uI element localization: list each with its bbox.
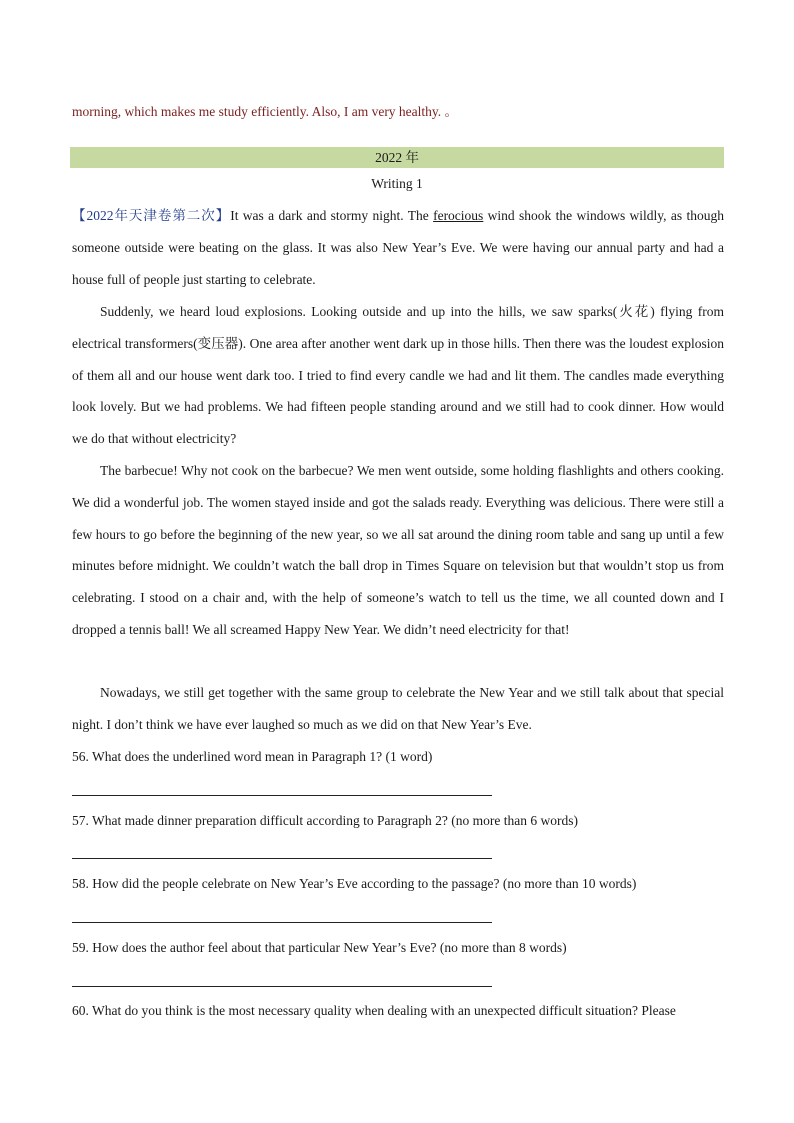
paragraph-3-text: The barbecue! Why not cook on the barbecue? We men went outside, some holding flashlights and others cooking. We did a wonderful job. The women stayed inside and got the salads ready. Everything was delicious. There were still a few hours to go before the beginning of the new year, so we all sat around the dining room table and sang up until a few minutes before midnight. We couldn’t watch the ball drop in Times Square on television but that wouldn’t stop us from celebrating. I stood on a chair and, with the help of someone’s watch to tell us the time, we all counted down and I dropped a tennis ball! We all screamed Happy New Year. We didn’t need electricity for that! xyxy=(72,463,724,637)
question-56: 56. What does the underlined word mean in Paragraph 1? (1 word) xyxy=(72,749,433,764)
question-59: 59. How does the author feel about that particular New Year’s Eve? (no more than 8 words) xyxy=(72,940,567,955)
writing-title: Writing 1 xyxy=(371,176,423,191)
question-57: 57. What made dinner preparation difficult according to Paragraph 2? (no more than 6 words) xyxy=(72,813,578,828)
year-header: 2022 年 xyxy=(70,147,724,168)
question-60: 60. What do you think is the most necessary quality when dealing with an unexpected difficult situation? Please xyxy=(72,1003,676,1018)
paragraph-2-text: Suddenly, we heard loud explosions. Looking outside and up into the hills, we saw sparks(火花) flying from electrical transformers(变压器). One area after another went dark up in those hills. Then there was the loudest explosion of them all and our house went dark too. I tried to find every candle we had and lit them. The candles made everything look lovely. But we had problems. We had fifteen people standing around and we still had to cook dinner. How would we do that without electricity? xyxy=(72,304,724,447)
paragraph-4-text: Nowadays, we still get together with the same group to celebrate the New Year and we still talk about that special night. I don’t think we have ever laughed so much as we did on that New Year’s Eve. xyxy=(72,685,724,732)
answer-line-58[interactable] xyxy=(72,922,492,923)
paragraph-1-rest: wind shook the windows wildly, as though someone outside were beating on the glass. It was also New Year’s Eve. We were having our annual party and had a house full of people just starting to celebrate. xyxy=(72,208,724,287)
source-tag: 【2022年天津卷第二次】 xyxy=(72,208,231,223)
answer-line-57[interactable] xyxy=(72,858,492,859)
previous-answer-line: morning, which makes me study efficiently. Also, I am very healthy. 。 xyxy=(72,104,459,119)
paragraph-1-start: It was a dark and stormy night. The xyxy=(230,208,434,223)
answer-line-56[interactable] xyxy=(72,795,492,796)
paragraph-1 xyxy=(72,200,724,295)
question-58: 58. How did the people celebrate on New Year’s Eve according to the passage? (no more than 10 words) xyxy=(72,876,637,891)
answer-line-59[interactable] xyxy=(72,986,492,987)
paragraph-2 xyxy=(72,296,724,455)
paragraph-3 xyxy=(72,455,724,646)
underlined-word: ferocious xyxy=(433,208,484,223)
paragraph-4 xyxy=(72,677,724,741)
